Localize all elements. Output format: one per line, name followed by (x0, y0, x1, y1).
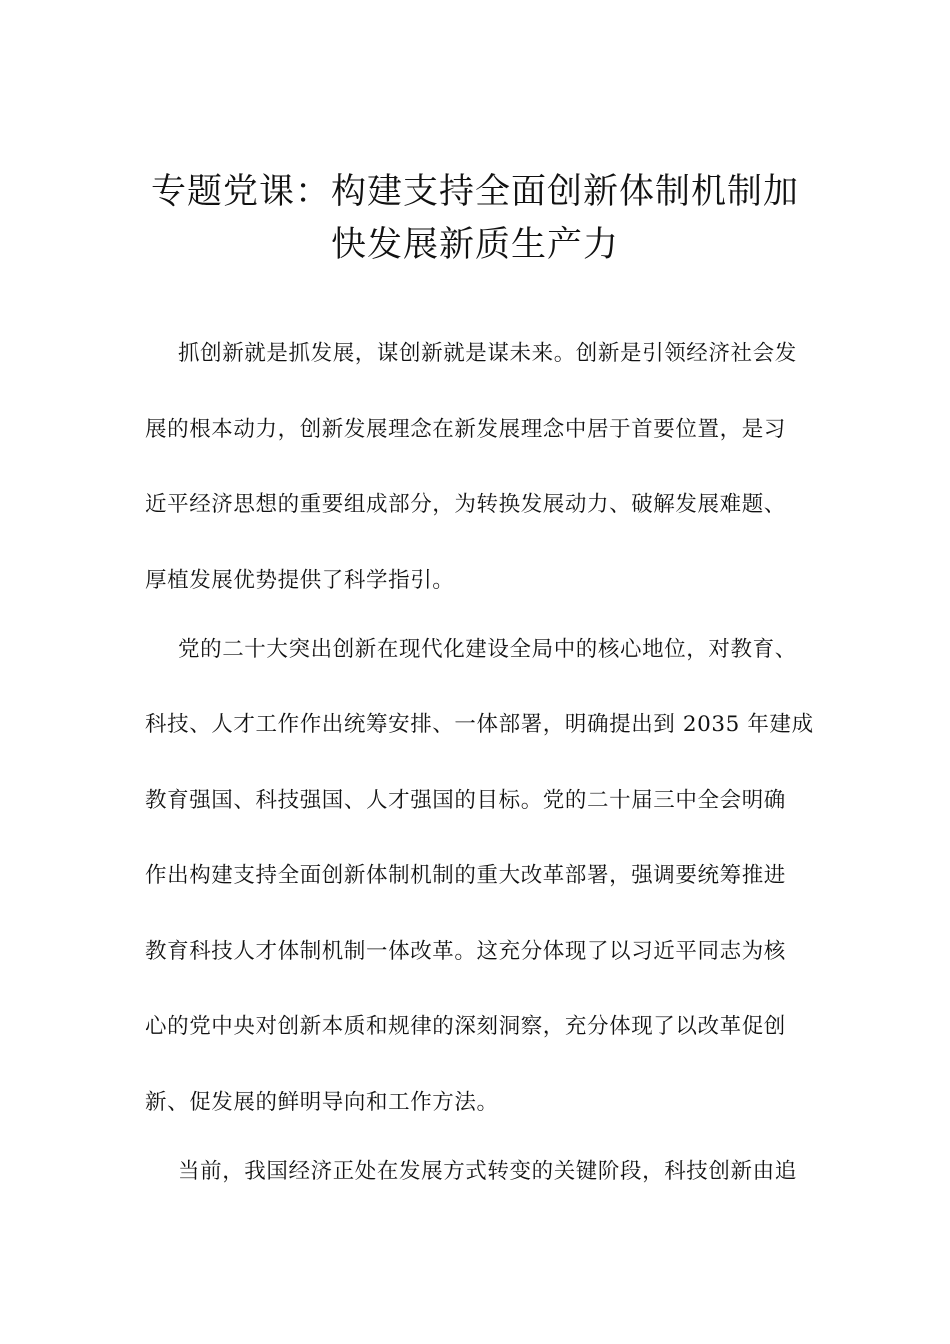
title-line-1: 专题党课：构建支持全面创新体制机制加 (150, 172, 799, 212)
paragraph-line: 抓创新就是抓发展，谋创新就是谋未来。创新是引领经济社会发 (178, 341, 797, 366)
document-title (140, 166, 810, 272)
paragraph-line: 教育强国、科技强国、人才强国的目标。党的二十届三中全会明确 (145, 787, 786, 813)
title-line-2: 快发展新质生产力 (330, 225, 619, 265)
paragraph-line: 作出构建支持全面创新体制机制的重大改革部署，强调要统筹推进 (145, 863, 786, 888)
paragraph-line: 教育科技人才体制机制一体改革。这充分体现了以习近平同志为核 (145, 938, 786, 964)
paragraph-line: 近平经济思想的重要组成部分，为转换发展动力、破解发展难题、 (145, 492, 786, 517)
paragraph-1 (145, 339, 807, 635)
document-body (145, 339, 814, 1232)
paragraph-2 (145, 635, 814, 1157)
paragraph-line: 心的党中央对创新本质和规律的深刻洞察，充分体现了以改革促创 (145, 1014, 786, 1039)
paragraph-line: 党的二十大突出创新在现代化建设全局中的核心地位，对教育、 (178, 636, 797, 662)
paragraph-line: 展的根本动力，创新发展理念在新发展理念中居于首要位置，是习 (145, 416, 786, 442)
paragraph-line: 厚植发展优势提供了科学指引。 (145, 567, 455, 593)
paragraph-line: 当前，我国经济正处在发展方式转变的关键阶段，科技创新由追 (178, 1158, 797, 1184)
paragraph-line: 新、促发展的鲜明导向和工作方法。 (145, 1089, 499, 1115)
paragraph-3 (145, 1157, 807, 1233)
paragraph-line: 科技、人才工作作出统筹安排、一体部署，明确提出到 2035 年建成 (145, 712, 814, 737)
